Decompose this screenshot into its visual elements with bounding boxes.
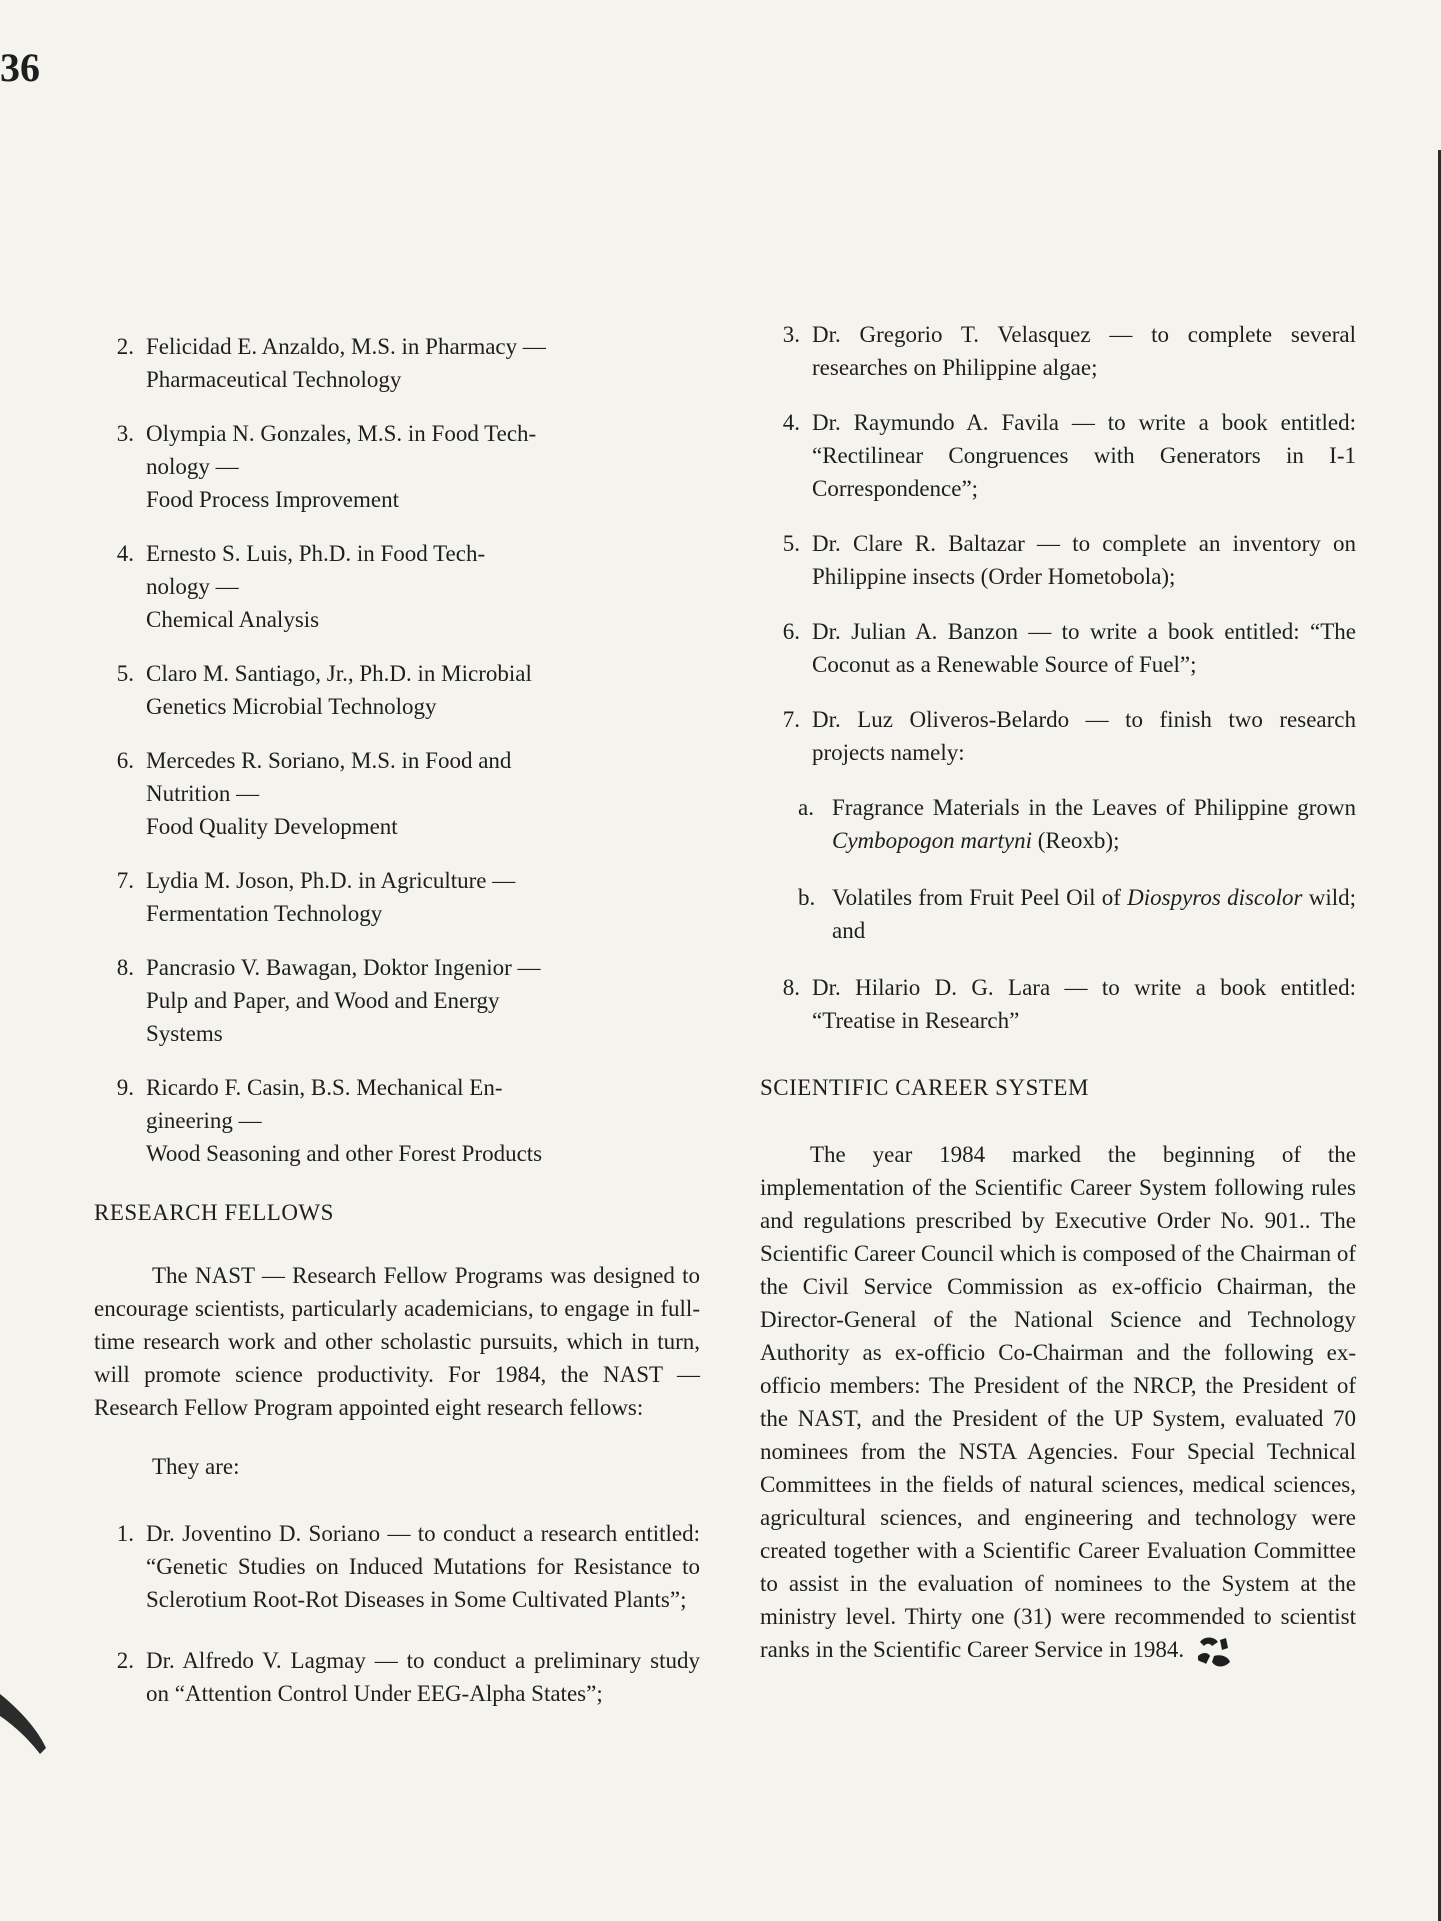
sub-item-text <box>832 881 1356 947</box>
item-text: Dr. Luz Oliveros-Belardo — to finish two research projects namely: <box>812 707 1356 765</box>
item-line: Systems <box>146 1021 223 1046</box>
sub-item-letter: a. <box>798 795 814 820</box>
item-number: 3. <box>116 421 134 446</box>
fellows-list-continued <box>760 318 1356 769</box>
item-text: Dr. Alfredo V. Lagmay — to conduct a preliminary study on “Attention Control Under EEG-Alpha States”; <box>146 1648 700 1706</box>
page-number: 36 <box>0 45 40 90</box>
scientific-career-paragraph <box>760 1138 1356 1670</box>
pen-tip-shadow-icon <box>0 1690 48 1770</box>
item-line: Olympia N. Gonzales, M.S. in Food Tech- <box>146 421 537 446</box>
list-item <box>94 1517 700 1616</box>
item-number: 6. <box>782 619 800 644</box>
list-item <box>94 1071 700 1170</box>
item-text: Dr. Hilario D. G. Lara — to write a book entitled: “Treatise in Research” <box>812 975 1356 1033</box>
list-item <box>760 406 1356 505</box>
scientific-career-text: The year 1984 marked the beginning of the implementation of the Scientific Career System following rules and regulations prescribed by Executive Order No. 901.. The Scientific Career Council which is composed of the Chairman of the Civil Service Commission as ex-officio Chairman, the Director-General of the National Science and Technology Authority as ex-officio Co-Chairman and the following ex-officio members: The President of the NRCP, the President of the NAST, and the President of the UP System, evaluated 70 nominees from the NSTA Agencies. Four Special Technical Committees in the fields of natural sciences, medical sciences, agricultural sciences, and engineering and technology were created together with a Scientific Career Evaluation Committee to assist in the evaluation of nominees to the System at the ministry level. Thirty one (31) were recommended to scientist ranks in the Scientific Career Service in 1984. <box>760 1142 1356 1662</box>
list-item <box>94 330 700 396</box>
list-item <box>94 744 700 843</box>
item-line: Pulp and Paper, and Wood and Energy <box>146 988 500 1013</box>
item-number: 6. <box>116 748 134 773</box>
item-text: Dr. Clare R. Baltazar — to complete an inventory on Philippine insects (Order Hometobola); <box>812 531 1356 589</box>
specialist-list <box>94 330 700 1170</box>
item-line: Mercedes R. Soriano, M.S. in Food and <box>146 748 512 773</box>
item-text: Dr. Joventino D. Soriano — to conduct a research entitled: “Genetic Studies on Induced Mutations for Resistance to Sclerotium Root-Rot Diseases in Some Cultivated Plants”; <box>146 1521 700 1612</box>
item-line: Pharmaceutical Technology <box>146 367 402 392</box>
item-line: Pancrasio V. Bawagan, Doktor Ingenior — <box>146 955 541 980</box>
research-projects-sublist <box>798 791 1356 947</box>
item-text: Dr. Julian A. Banzon — to write a book entitled: “The Coconut as a Renewable Source of Fuel”; <box>812 619 1356 677</box>
list-item <box>94 864 700 930</box>
item-line: Fermentation Technology <box>146 901 383 926</box>
item-number: 5. <box>782 531 800 556</box>
list-item <box>94 417 700 516</box>
list-item <box>760 318 1356 384</box>
sub-item-text-part: Fragrance Materials in the Leaves of Philippine grown <box>832 795 1356 820</box>
item-text: Dr. Gregorio T. Velasquez — to complete several researches on Philippine algae; <box>812 322 1356 380</box>
item-line: Nutrition — <box>146 781 260 806</box>
list-item <box>94 951 700 1050</box>
list-item <box>94 1644 700 1710</box>
item-number: 8. <box>116 955 134 980</box>
item-line: Genetics Microbial Technology <box>146 694 437 719</box>
sub-item-text-part: Volatiles from Fruit Peel Oil of <box>832 885 1128 910</box>
item-line: Ernesto S. Luis, Ph.D. in Food Tech- <box>146 541 486 566</box>
item-number: 7. <box>782 707 800 732</box>
item-line: Felicidad E. Anzaldo, M.S. in Pharmacy — <box>146 334 546 359</box>
item-number: 7. <box>116 868 134 893</box>
list-item <box>94 537 700 636</box>
item-line: Ricardo F. Casin, B.S. Mechanical En- <box>146 1075 503 1100</box>
item-number: 4. <box>782 410 800 435</box>
fellows-list <box>94 1517 700 1710</box>
section-heading-research-fellows: RESEARCH FELLOWS <box>94 1200 334 1225</box>
item-line: Food Process Improvement <box>146 487 399 512</box>
item-line: Lydia M. Joson, Ph.D. in Agriculture — <box>146 868 516 893</box>
sub-item-text-part: (Reoxb); <box>1031 828 1120 853</box>
fellows-list-last <box>760 971 1356 1037</box>
item-line: Claro M. Santiago, Jr., Ph.D. in Microbial <box>146 661 532 686</box>
sub-item <box>798 791 1356 857</box>
list-item <box>94 657 700 723</box>
species-name: Cymbopogon martyni <box>832 828 1032 853</box>
item-number: 5. <box>116 661 134 686</box>
list-item <box>760 527 1356 593</box>
sub-item-text-part: wild; and <box>832 885 1356 943</box>
item-line: Food Quality Development <box>146 814 398 839</box>
sub-item-text <box>832 791 1356 857</box>
item-number: 1. <box>116 1521 134 1546</box>
item-number: 8. <box>782 975 800 1000</box>
section-heading-scientific-career: SCIENTIFIC CAREER SYSTEM <box>760 1075 1089 1100</box>
sub-item <box>798 881 1356 947</box>
item-number: 2. <box>116 334 134 359</box>
item-line: nology — <box>146 454 239 479</box>
item-line: Chemical Analysis <box>146 607 320 632</box>
item-number: 9. <box>116 1075 134 1100</box>
item-line: Wood Seasoning and other Forest Products <box>146 1141 543 1166</box>
item-number: 4. <box>116 541 134 566</box>
research-fellows-paragraph: The NAST — Research Fellow Programs was designed to encourage scientists, particularly academicians, to engage in full-time research work and other scholastic pursuits, which in turn, will promote science productivity. For 1984, the NAST — Research Fellow Program appointed eight research fellows: <box>94 1263 700 1420</box>
item-text: Dr. Raymundo A. Favila — to write a book entitled: “Rectilinear Congruences with Generators in I-1 Correspondence”; <box>812 410 1356 501</box>
item-line: nology — <box>146 574 239 599</box>
left-column <box>94 330 700 1738</box>
sub-item-letter: b. <box>798 885 816 910</box>
end-of-article-mark-icon <box>1194 1634 1234 1670</box>
list-item <box>760 703 1356 769</box>
item-number: 2. <box>116 1648 134 1673</box>
list-item <box>760 971 1356 1037</box>
item-line: gineering — <box>146 1108 262 1133</box>
right-column <box>760 318 1356 1670</box>
item-number: 3. <box>782 322 800 347</box>
they-are-label: They are: <box>152 1454 240 1479</box>
species-name: Diospyros discolor <box>1127 885 1303 910</box>
list-item <box>760 615 1356 681</box>
